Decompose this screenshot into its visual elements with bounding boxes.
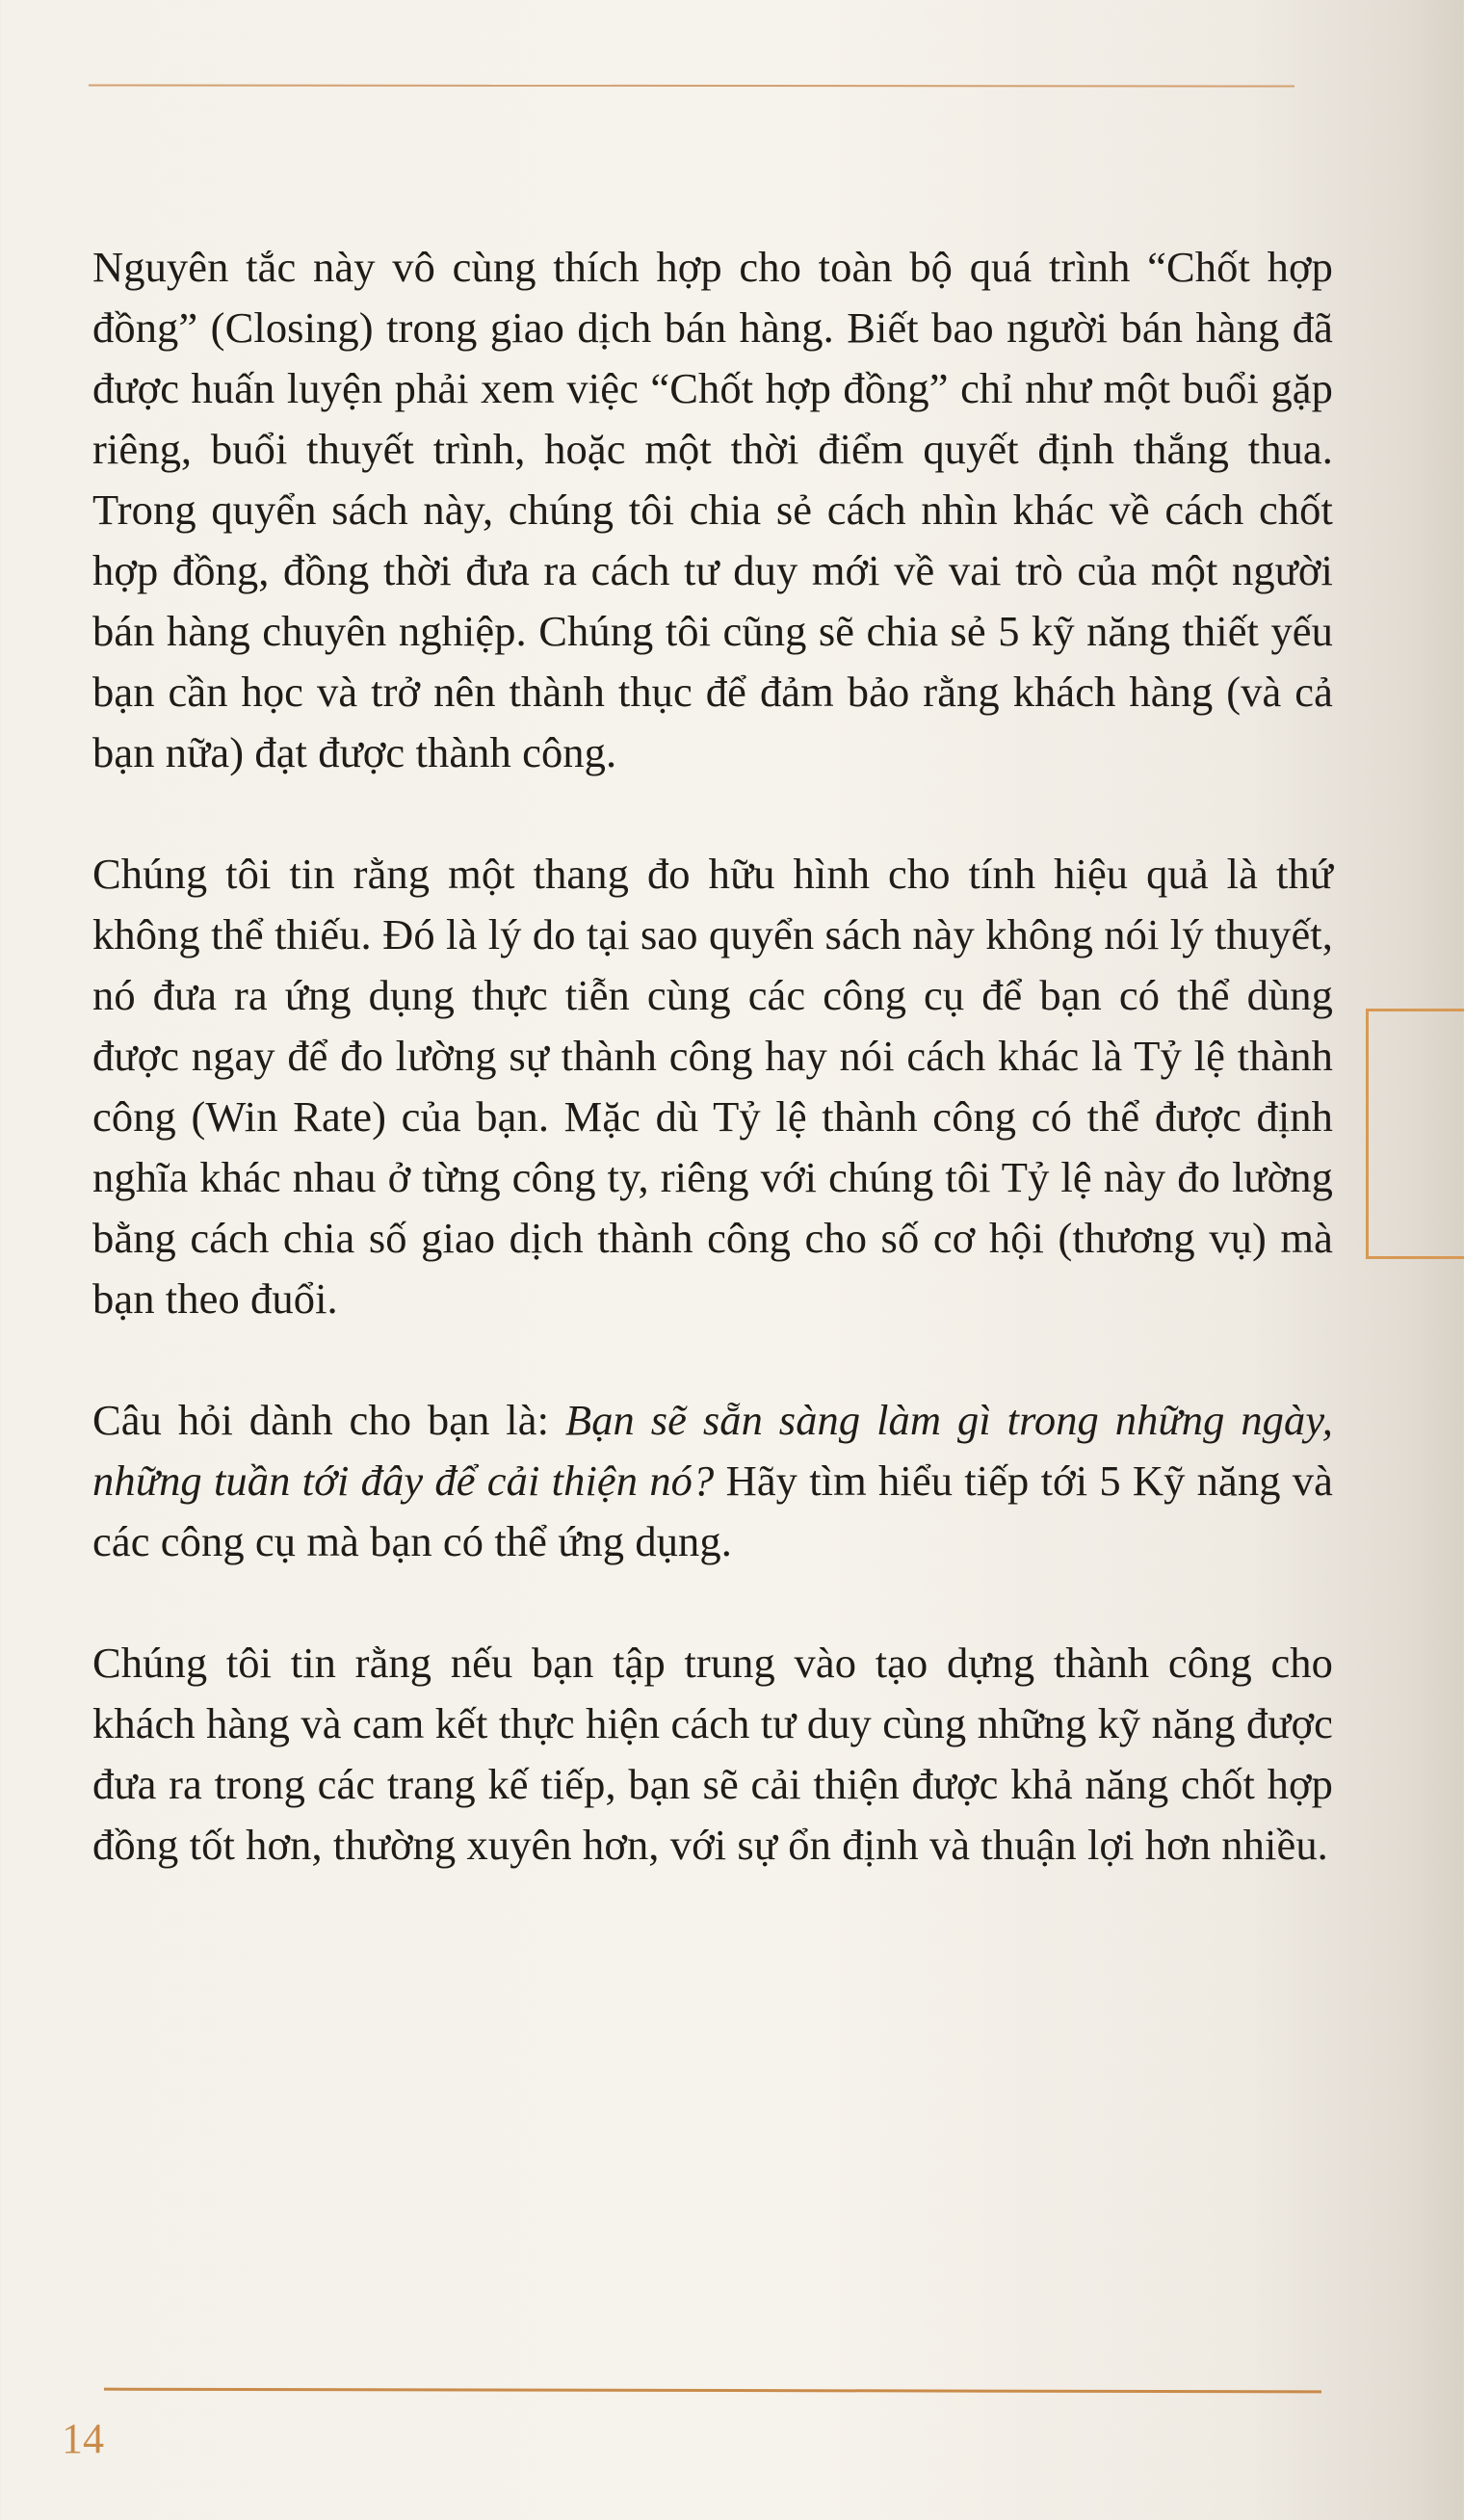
paragraph-conclusion: Chúng tôi tin rằng nếu bạn tập trung vào tạo dựng thành công cho khách hàng và cam kết thực hiện cách tư duy cùng những kỹ năng được đưa ra trong các trang kế tiếp, bạn sẽ cải thiện được khả năng chốt hợp đồng tốt hơn, thường xuyên hơn, với sự ổn định và thuận lợi hơn nhiều. bbox=[92, 1639, 1333, 1869]
paragraph-closing-principle: Nguyên tắc này vô cùng thích hợp cho toàn bộ quá trình “Chốt hợp đồng” (Closing) trong giao dịch bán hàng. Biết bao người bán hàng đã được huấn luyện phải xem việc “Chốt hợp đồng” chỉ như một buổi gặp riêng, buổi thuyết trình, hoặc một thời điểm quyết định thắng thua. Trong quyển sách này, chúng tôi chia sẻ cách nhìn khác về cách chốt hợp đồng, đồng thời đưa ra cách tư duy mới về vai trò của một người bán hàng chuyên nghiệp. Chúng tôi cũng sẽ chia sẻ 5 kỹ năng thiết yếu bạn cần học và trở nên thành thục để đảm bảo rằng khách hàng (và cả bạn nữa) đạt được thành công. bbox=[92, 243, 1333, 776]
paragraph-win-rate: Chúng tôi tin rằng một thang đo hữu hình cho tính hiệu quả là thứ không thể thiếu. Đó là lý do tại sao quyển sách này không nói lý thuyết, nó đưa ra ứng dụng thực tiễn cùng các công cụ để bạn có thể dùng được ngay để đo lường sự thành công hay nói cách khác là Tỷ lệ thành công (Win Rate) của bạn. Mặc dù Tỷ lệ thành công có thể được định nghĩa khác nhau ở từng công ty, riêng với chúng tôi Tỷ lệ này đo lường bằng cách chia số giao dịch thành công cho số cơ hội (thương vụ) mà bạn theo đuổi. bbox=[92, 850, 1333, 1323]
paragraph-question bbox=[92, 1390, 1333, 1572]
question-lead: Câu hỏi dành cho bạn là: bbox=[92, 1396, 565, 1444]
bottom-rule bbox=[104, 2388, 1321, 2394]
question-tail: Hãy tìm hiểu tiếp tới 5 Kỹ năng và các công cụ mà bạn có thể ứng dụng. bbox=[92, 1457, 1333, 1565]
chapter-tab-marker bbox=[1366, 1009, 1464, 1259]
page-body bbox=[92, 237, 1333, 1876]
page-number: 14 bbox=[62, 2415, 104, 2462]
question-italic: Bạn sẽ sẵn sàng làm gì trong những ngày, những tuần tới đây để cải thiện nó? bbox=[92, 1396, 1333, 1505]
top-rule bbox=[89, 84, 1294, 87]
